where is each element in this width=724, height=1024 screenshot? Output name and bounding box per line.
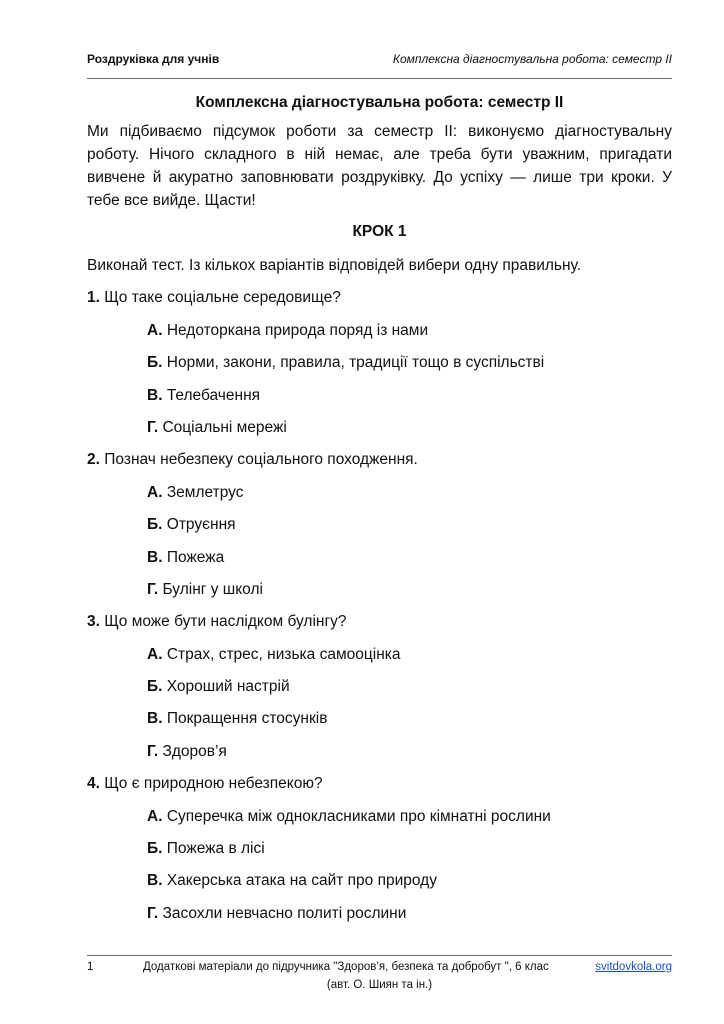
option-letter: Б. [147,354,163,372]
answer-option[interactable] [87,315,672,347]
question-number: 1. [87,289,100,307]
page-number: 1 [87,961,94,973]
content [87,92,672,930]
answer-option[interactable] [87,380,672,412]
option-letter: Б. [147,840,163,858]
header-left: Роздруківка для учнів [87,52,220,66]
option-letter: А. [147,807,163,825]
instruction: Виконай тест. Із кількох варіантів відповідей вибери одну правильну. [87,257,582,274]
footer-text: Додаткові матеріали до підручника "Здоров’я, безпека та добробут ", 6 клас [143,961,549,973]
question-number: 2. [87,451,100,469]
option-letter: В. [147,548,163,566]
footer-divider [87,955,672,956]
option-text: Хороший настрій [166,678,290,696]
header-right: Комплексна діагностувальна робота: семестр ІІ [392,52,672,66]
option-text: Норми, закони, правила, традиції тощо в суспільстві [166,354,545,372]
option-letter: В. [147,710,163,728]
option-text: Здоров’я [162,742,227,760]
option-text: Телебачення [166,386,261,404]
option-letter: Г. [147,904,159,922]
option-text: Страх, стрес, низька самооцінка [166,645,401,663]
answer-option[interactable] [87,574,672,606]
option-letter: В. [147,872,163,890]
answer-option[interactable] [87,542,672,574]
question-number: 3. [87,613,100,631]
intro-paragraph: Ми підбиваємо підсумок роботи за семестр ІІ: виконуємо діагностувальну роботу. Нічого складного в ній немає, але треба бути уважним, пригадати вивчене й акуратно заповнювати роздруківку. До успіху — лише три кроки. У тебе все вийде. Щасти! [87,123,672,209]
question-text: Що може бути наслідком булінгу? [104,613,347,631]
option-letter: Г. [147,418,159,436]
question-text: Познач небезпеку соціального походження. [104,451,418,469]
option-text: Отруєння [166,516,236,534]
step-heading: КРОК 1 [352,223,407,240]
question [87,444,672,476]
option-text: Хакерська атака на сайт про природу [166,872,437,890]
question [87,768,672,800]
answer-option[interactable] [87,477,672,509]
question [87,606,672,638]
header-divider [87,78,672,79]
option-text: Пожежа в лісі [166,840,265,858]
answer-option[interactable] [87,412,672,444]
question-number: 4. [87,775,100,793]
document-title: Комплексна діагностувальна робота: семестр ІІ [195,94,564,111]
answer-option[interactable] [87,703,672,735]
option-letter: В. [147,386,163,404]
question [87,282,672,314]
answer-option[interactable] [87,736,672,768]
page-header [87,52,672,66]
question-text: Що є природною небезпекою? [104,775,323,793]
footer-link[interactable]: svitdovkola.org [595,961,672,973]
question-text: Що таке соціальне середовище? [104,289,341,307]
option-letter: А. [147,321,163,339]
answer-option[interactable] [87,801,672,833]
option-letter: Б. [147,516,163,534]
option-text: Пожежа [166,548,225,566]
option-letter: Б. [147,678,163,696]
option-text: Недоторкана природа поряд із нами [166,321,429,339]
answer-option[interactable] [87,865,672,897]
option-letter: Г. [147,580,159,598]
footer-authors: (авт. О. Шиян та ін.) [326,979,433,991]
option-text: Соціальні мережі [162,418,287,436]
option-text: Засохли невчасно политі рослини [162,904,407,922]
answer-option[interactable] [87,833,672,865]
answer-option[interactable] [87,671,672,703]
answer-option[interactable] [87,898,672,930]
option-letter: Г. [147,742,159,760]
answer-option[interactable] [87,347,672,379]
option-text: Землетрус [166,483,244,501]
answer-option[interactable] [87,509,672,541]
option-text: Булінг у школі [162,580,263,598]
option-letter: А. [147,645,163,663]
answer-option[interactable] [87,639,672,671]
question-list [87,282,672,930]
option-letter: А. [147,483,163,501]
option-text: Суперечка між однокласниками про кімнатні рослини [166,807,551,825]
option-text: Покращення стосунків [166,710,328,728]
